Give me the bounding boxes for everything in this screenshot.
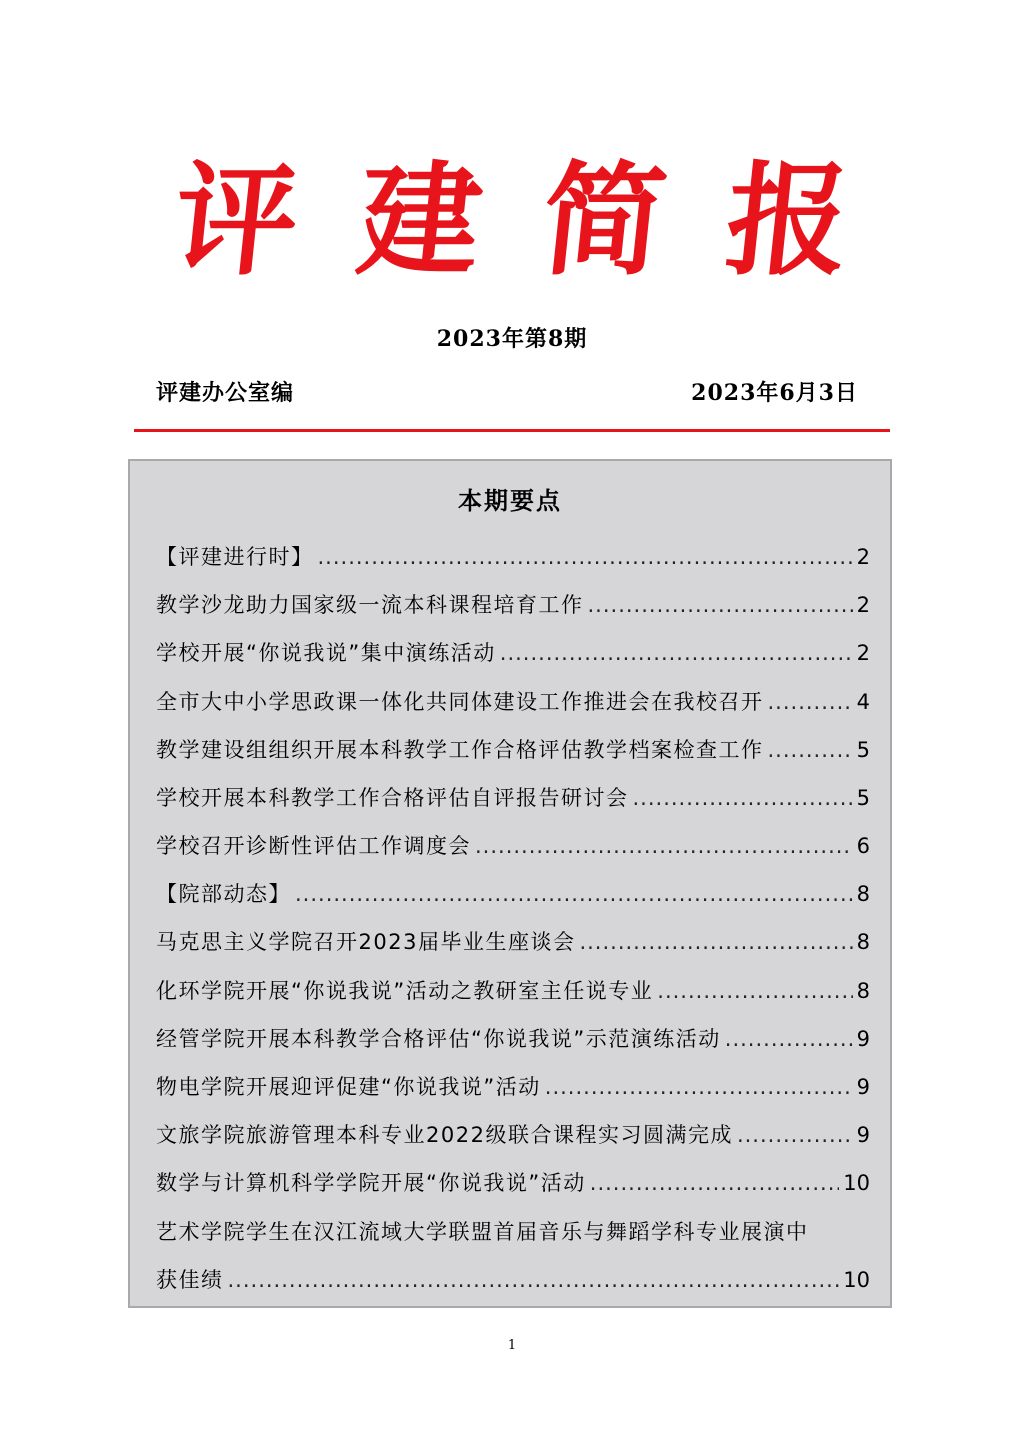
table-of-contents [128, 459, 892, 1308]
toc-entry[interactable] [156, 1159, 870, 1207]
toc-entry-title: 全市大中小学思政课一体化共同体建设工作推进会在我校召开 [156, 689, 764, 714]
toc-entry-title: 数学与计算机科学学院开展“你说我说”活动 [156, 1171, 586, 1196]
toc-entry-page: 5 [856, 785, 870, 810]
toc-entry-line-2 [156, 1256, 870, 1304]
toc-entry-page: 8 [856, 930, 870, 955]
toc-leader-dots [768, 678, 853, 726]
toc-entry-title: 【院部动态】 [156, 882, 291, 907]
toc-title: 本期要点 [458, 486, 562, 515]
toc-entry-page: 4 [856, 689, 870, 714]
toc-entry[interactable] [156, 774, 870, 822]
toc-entry[interactable] [156, 1111, 870, 1159]
toc-leader-dots [633, 774, 853, 822]
toc-entry-page: 6 [856, 834, 870, 859]
toc-entry-page: 8 [856, 882, 870, 907]
toc-entry-title: 马克思主义学院召开2023届毕业生座谈会 [156, 930, 576, 955]
toc-list [156, 533, 870, 1304]
toc-entry-page: 5 [856, 737, 870, 762]
masthead-char-3: 简 [535, 148, 673, 292]
toc-entry-page: 9 [856, 1026, 870, 1051]
toc-leader-dots [588, 581, 853, 629]
masthead-char-1: 评 [167, 148, 305, 292]
toc-entry-page: 2 [856, 641, 870, 666]
toc-entry-title-line-1: 艺术学院学生在汉江流域大学联盟首届音乐与舞蹈学科专业展演中 [156, 1219, 809, 1244]
masthead-title [0, 150, 1024, 290]
toc-entry-page: 2 [856, 593, 870, 618]
toc-entry[interactable] [156, 629, 870, 677]
toc-leader-dots [768, 726, 853, 774]
toc-entry[interactable] [156, 726, 870, 774]
toc-entry[interactable] [156, 1015, 870, 1063]
publication-date: 2023年6月3日 [691, 380, 858, 406]
toc-entry-page: 10 [843, 1171, 870, 1196]
toc-entry-page: 10 [843, 1267, 870, 1292]
toc-entry-title: 学校召开诊断性评估工作调度会 [156, 834, 471, 859]
toc-entry-title: 学校开展“你说我说”集中演练活动 [156, 641, 496, 666]
toc-leader-dots [228, 1256, 840, 1304]
toc-entry-page: 9 [856, 1075, 870, 1100]
toc-leader-dots [725, 1015, 853, 1063]
toc-entry[interactable] [156, 581, 870, 629]
toc-leader-dots [500, 629, 853, 677]
toc-entry[interactable] [156, 967, 870, 1015]
toc-entry[interactable] [156, 1063, 870, 1111]
toc-leader-dots [737, 1111, 853, 1159]
toc-leader-dots [318, 533, 853, 581]
toc-entry-title: 经管学院开展本科教学合格评估“你说我说”示范演练活动 [156, 1026, 721, 1051]
toc-entry-title: 化环学院开展“你说我说”活动之教研室主任说专业 [156, 978, 654, 1003]
toc-leader-dots [657, 967, 852, 1015]
toc-entry[interactable] [156, 870, 870, 918]
toc-leader-dots [295, 870, 853, 918]
toc-entry[interactable] [156, 822, 870, 870]
toc-leader-dots [590, 1159, 840, 1207]
toc-entry-title: 物电学院开展迎评促建“你说我说”活动 [156, 1075, 541, 1100]
toc-entry-title: 学校开展本科教学工作合格评估自评报告研讨会 [156, 785, 629, 810]
toc-entry-title: 【评建进行时】 [156, 544, 314, 569]
header-divider [134, 429, 890, 432]
toc-leader-dots [475, 822, 853, 870]
toc-entry[interactable] [156, 919, 870, 967]
toc-leader-dots [579, 919, 852, 967]
toc-leader-dots [545, 1063, 853, 1111]
toc-entry[interactable] [156, 533, 870, 581]
toc-entry-title-line-2: 获佳绩 [156, 1267, 224, 1292]
toc-entry-page: 8 [856, 978, 870, 1003]
editor-line: 评建办公室编 [156, 380, 295, 406]
issue-number: 2023年第8期 [436, 326, 588, 352]
toc-entry-title: 文旅学院旅游管理本科专业2022级联合课程实习圆满完成 [156, 1123, 733, 1148]
toc-entry-title: 教学建设组组织开展本科教学工作合格评估教学档案检查工作 [156, 737, 764, 762]
toc-entry-title: 教学沙龙助力国家级一流本科课程培育工作 [156, 593, 584, 618]
toc-entry-page: 2 [856, 544, 870, 569]
toc-entry[interactable] [156, 678, 870, 726]
toc-entry-page: 9 [856, 1123, 870, 1148]
masthead-char-2: 建 [351, 148, 489, 292]
page-number: 1 [507, 1338, 517, 1353]
masthead-char-4: 报 [719, 148, 857, 292]
toc-entry-multiline[interactable] [156, 1208, 870, 1304]
